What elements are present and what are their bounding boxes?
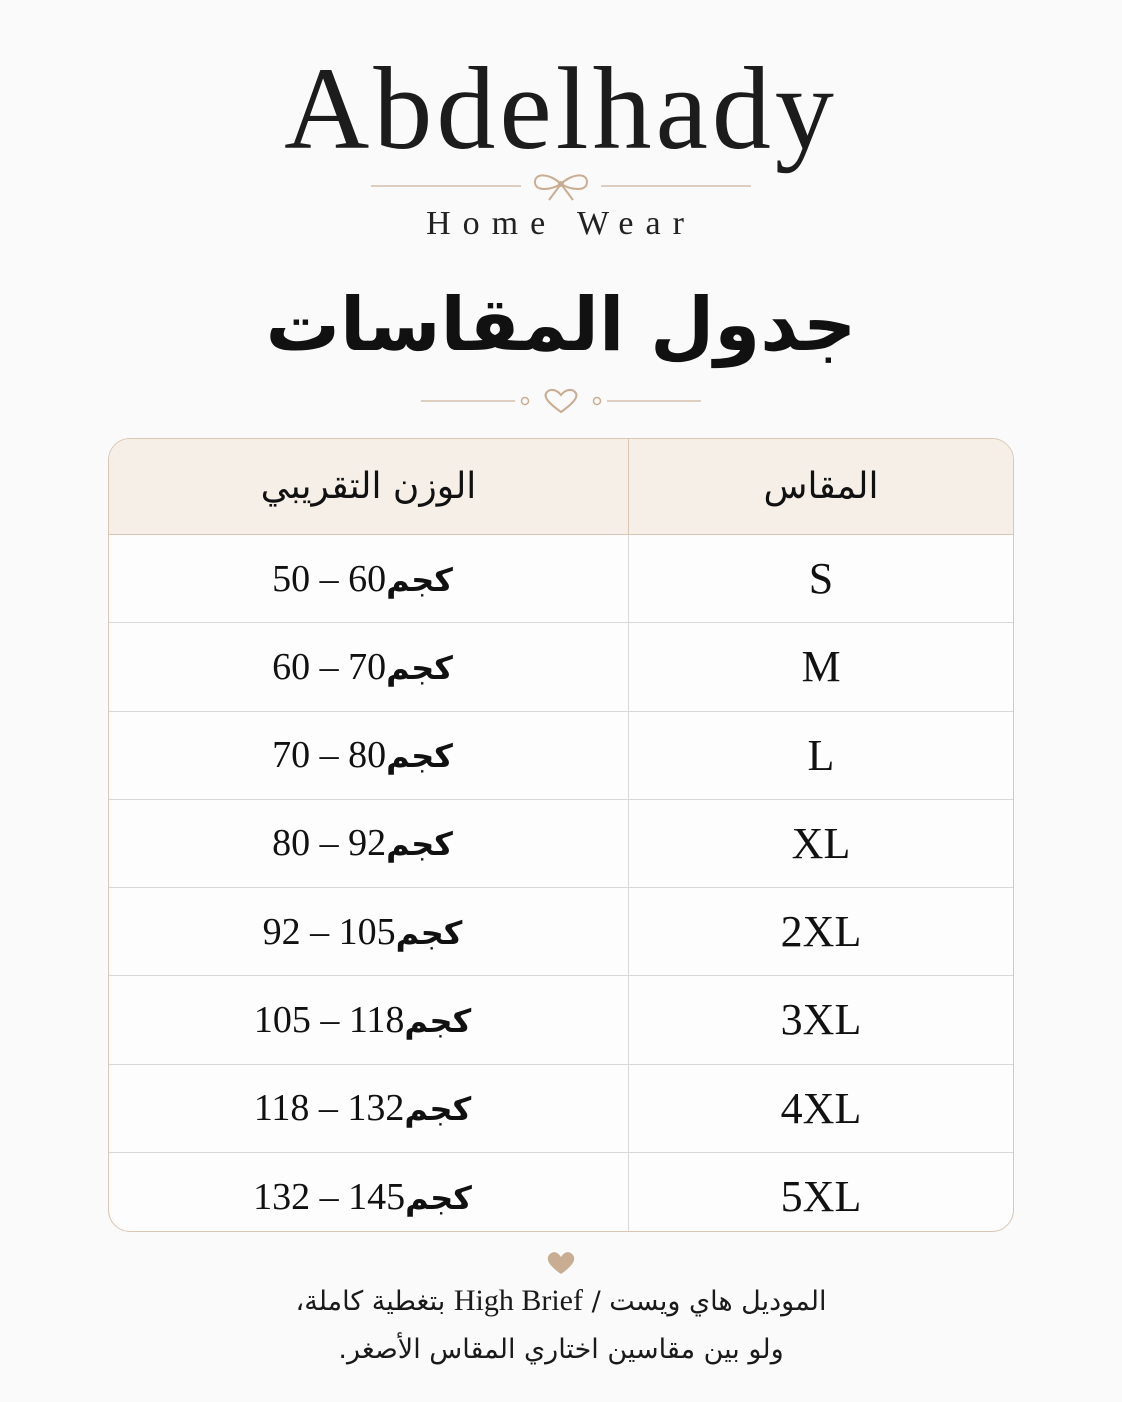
weight-cell: [109, 800, 629, 887]
page-title: جدول المقاسات: [265, 282, 857, 368]
heart-divider: [0, 386, 1122, 416]
weight-unit: كجم: [386, 825, 453, 864]
weight-cell: [109, 888, 629, 975]
weight-unit: كجم: [404, 1090, 472, 1129]
size-label: 4XL: [780, 1083, 862, 1133]
weight-range: 118 – 132: [253, 1087, 405, 1130]
size-cell: [629, 800, 1013, 887]
table-row: [109, 623, 1013, 711]
table-row: [109, 1065, 1013, 1153]
weight-range: 132 – 145: [253, 1175, 406, 1218]
header-weight: [109, 439, 629, 534]
weight-cell: [109, 535, 629, 622]
size-cell: [629, 623, 1013, 710]
weight-cell: [109, 712, 629, 799]
size-cell: [629, 535, 1013, 622]
bow-icon: [361, 168, 761, 202]
weight-range: 50 – 60: [272, 557, 387, 600]
weight-unit: كجم: [395, 913, 463, 952]
size-label: S: [808, 554, 834, 604]
size-cell: [629, 976, 1013, 1063]
size-label: L: [807, 730, 835, 780]
weight-unit: كجم: [405, 1178, 472, 1217]
size-cell: [629, 888, 1013, 975]
weight-unit: كجم: [386, 648, 453, 687]
weight-range: 80 – 92: [272, 822, 387, 865]
note-line-1: [0, 1284, 1122, 1318]
weight-range: 105 – 118: [253, 998, 405, 1041]
table-row: [109, 888, 1013, 976]
size-label: 2XL: [780, 907, 862, 957]
weight-unit: كجم: [386, 737, 453, 776]
weight-cell: [109, 1065, 629, 1152]
size-table: [108, 438, 1014, 1232]
table-row: [109, 800, 1013, 888]
brand-name: Abdelhady: [284, 43, 838, 174]
table-row: [109, 976, 1013, 1064]
header-size-label: المقاس: [763, 466, 879, 507]
size-cell: [629, 1153, 1013, 1232]
size-cell: [629, 1065, 1013, 1152]
weight-range: 92 – 105: [262, 910, 396, 953]
header-size: [629, 439, 1013, 534]
size-label: M: [801, 642, 841, 692]
weight-range: 70 – 80: [272, 734, 387, 777]
header-weight-label: الوزن التقريبي: [260, 466, 477, 507]
bow-divider: [0, 168, 1122, 202]
table-row: [109, 712, 1013, 800]
note-line-1-latin: High Brief: [453, 1284, 583, 1317]
weight-unit: كجم: [404, 1001, 472, 1040]
weight-cell: [109, 623, 629, 710]
table-header: [109, 439, 1013, 535]
size-label: XL: [791, 818, 851, 868]
heart-icon: [546, 1250, 576, 1276]
note-line-1-end: بتغطية كاملة،: [295, 1286, 446, 1317]
size-label: 3XL: [780, 995, 862, 1045]
size-label: 5XL: [780, 1172, 862, 1222]
weight-cell: [109, 976, 629, 1063]
note-line-1-start: الموديل هاي ويست /: [591, 1286, 827, 1317]
table-row: [109, 535, 1013, 623]
note-heart: [0, 1250, 1122, 1276]
brand-subtitle: Home Wear: [426, 205, 696, 242]
weight-cell: [109, 1153, 629, 1232]
heart-icon: [411, 386, 711, 416]
table-row: [109, 1153, 1013, 1232]
note-line-2: ولو بين مقاسين اختاري المقاس الأصغر.: [338, 1334, 784, 1365]
weight-unit: كجم: [386, 560, 453, 599]
weight-range: 60 – 70: [272, 645, 387, 688]
size-cell: [629, 712, 1013, 799]
